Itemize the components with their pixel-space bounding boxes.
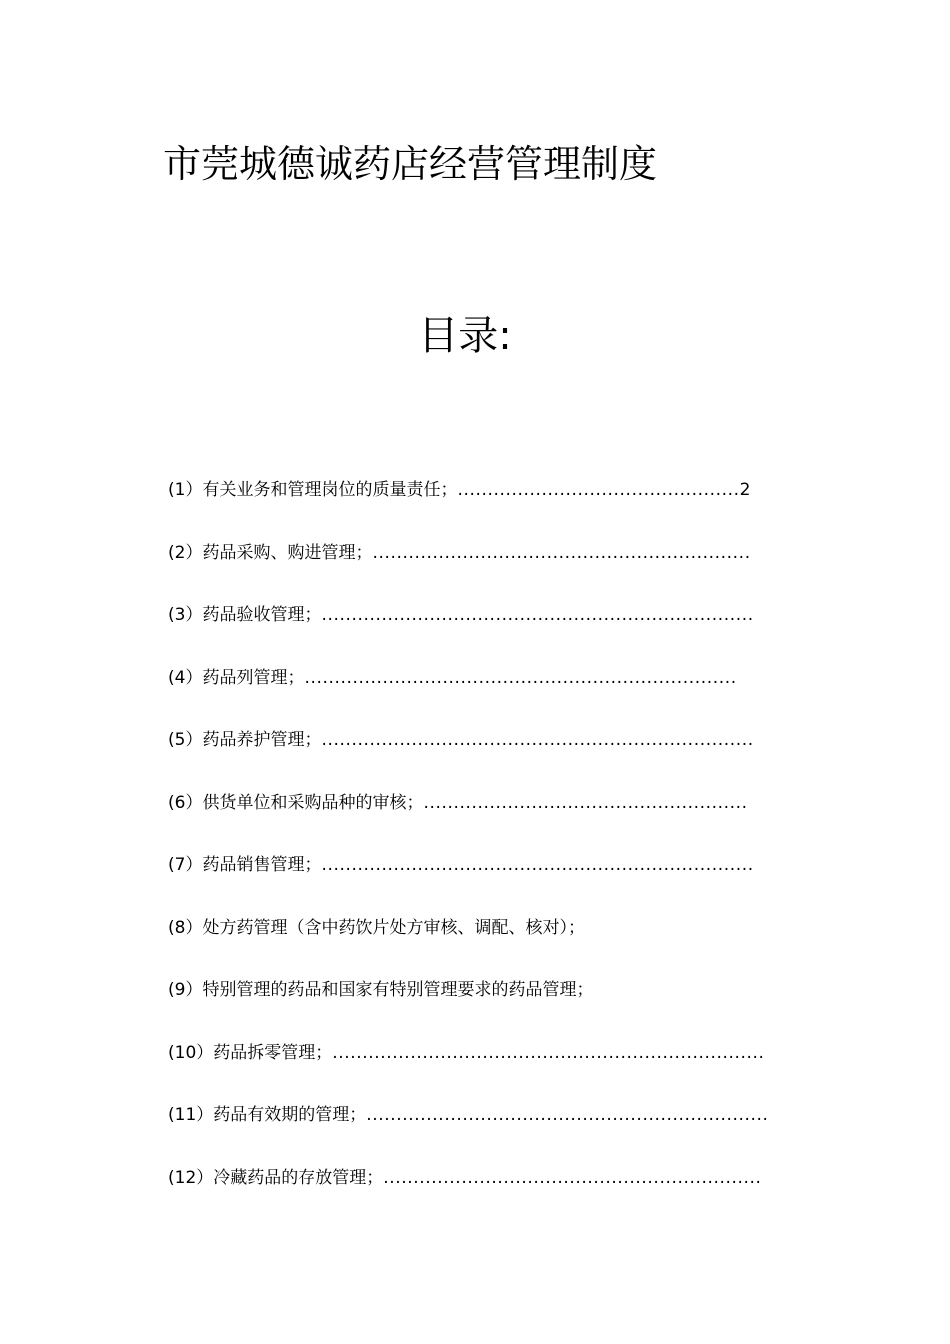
toc-item-label: (12）冷藏药品的存放管理；: [168, 1167, 384, 1188]
toc-item-label: (10）药品拆零管理；: [168, 1042, 333, 1063]
toc-item: [168, 789, 769, 852]
toc-item-label: (6）供货单位和采购品种的审核；: [168, 792, 424, 813]
toc-item-label: (9）特别管理的药品和国家有特别管理要求的药品管理；: [168, 980, 594, 1000]
toc-item: [168, 476, 769, 539]
toc-item-label: (4）药品列管理；: [168, 667, 305, 688]
toc-item-label: (7）药品销售管理；: [168, 855, 322, 875]
toc-item-leader: ......................................................: [423, 792, 748, 813]
toc-item-leader: ........................................................................: [321, 730, 754, 750]
toc-item-label: (5）药品养护管理；: [168, 730, 322, 750]
document-title: 市莞城德诚药店经营管理制度: [163, 142, 658, 186]
toc-item-leader: ........................................................................: [321, 605, 754, 625]
toc-item-page: 2: [739, 480, 751, 500]
toc-item: [168, 851, 769, 914]
table-of-contents: [168, 476, 769, 1226]
toc-item: [168, 539, 769, 602]
toc-item-label: (3）药品验收管理；: [168, 605, 322, 625]
toc-item-label: (11）药品有效期的管理；: [168, 1105, 367, 1125]
toc-item: [168, 1164, 769, 1227]
toc-item-leader: ........................................................................: [332, 1042, 765, 1063]
toc-item-leader: ...................................................................: [366, 1105, 769, 1125]
toc-item-leader: ...............................................: [457, 480, 740, 500]
toc-item: [168, 1101, 769, 1164]
toc-item: [168, 601, 769, 664]
toc-item: [168, 726, 769, 789]
toc-item-label: (2）药品采购、购进管理；: [168, 542, 373, 563]
toc-item-leader: ........................................................................: [304, 667, 737, 688]
toc-item: [168, 976, 769, 1039]
toc-item-label: (8）处方药管理（含中药饮片处方审核、调配、核对）；: [168, 917, 585, 938]
toc-item-label: (1）有关业务和管理岗位的质量责任；: [168, 480, 458, 500]
toc-item: [168, 1039, 769, 1102]
toc-item: [168, 664, 769, 727]
toc-heading: 目录:: [418, 313, 512, 359]
toc-item-leader: ...............................................................: [372, 542, 751, 563]
toc-item-leader: ........................................................................: [321, 855, 754, 875]
toc-item-leader: ...............................................................: [383, 1167, 762, 1188]
toc-item: [168, 914, 769, 977]
